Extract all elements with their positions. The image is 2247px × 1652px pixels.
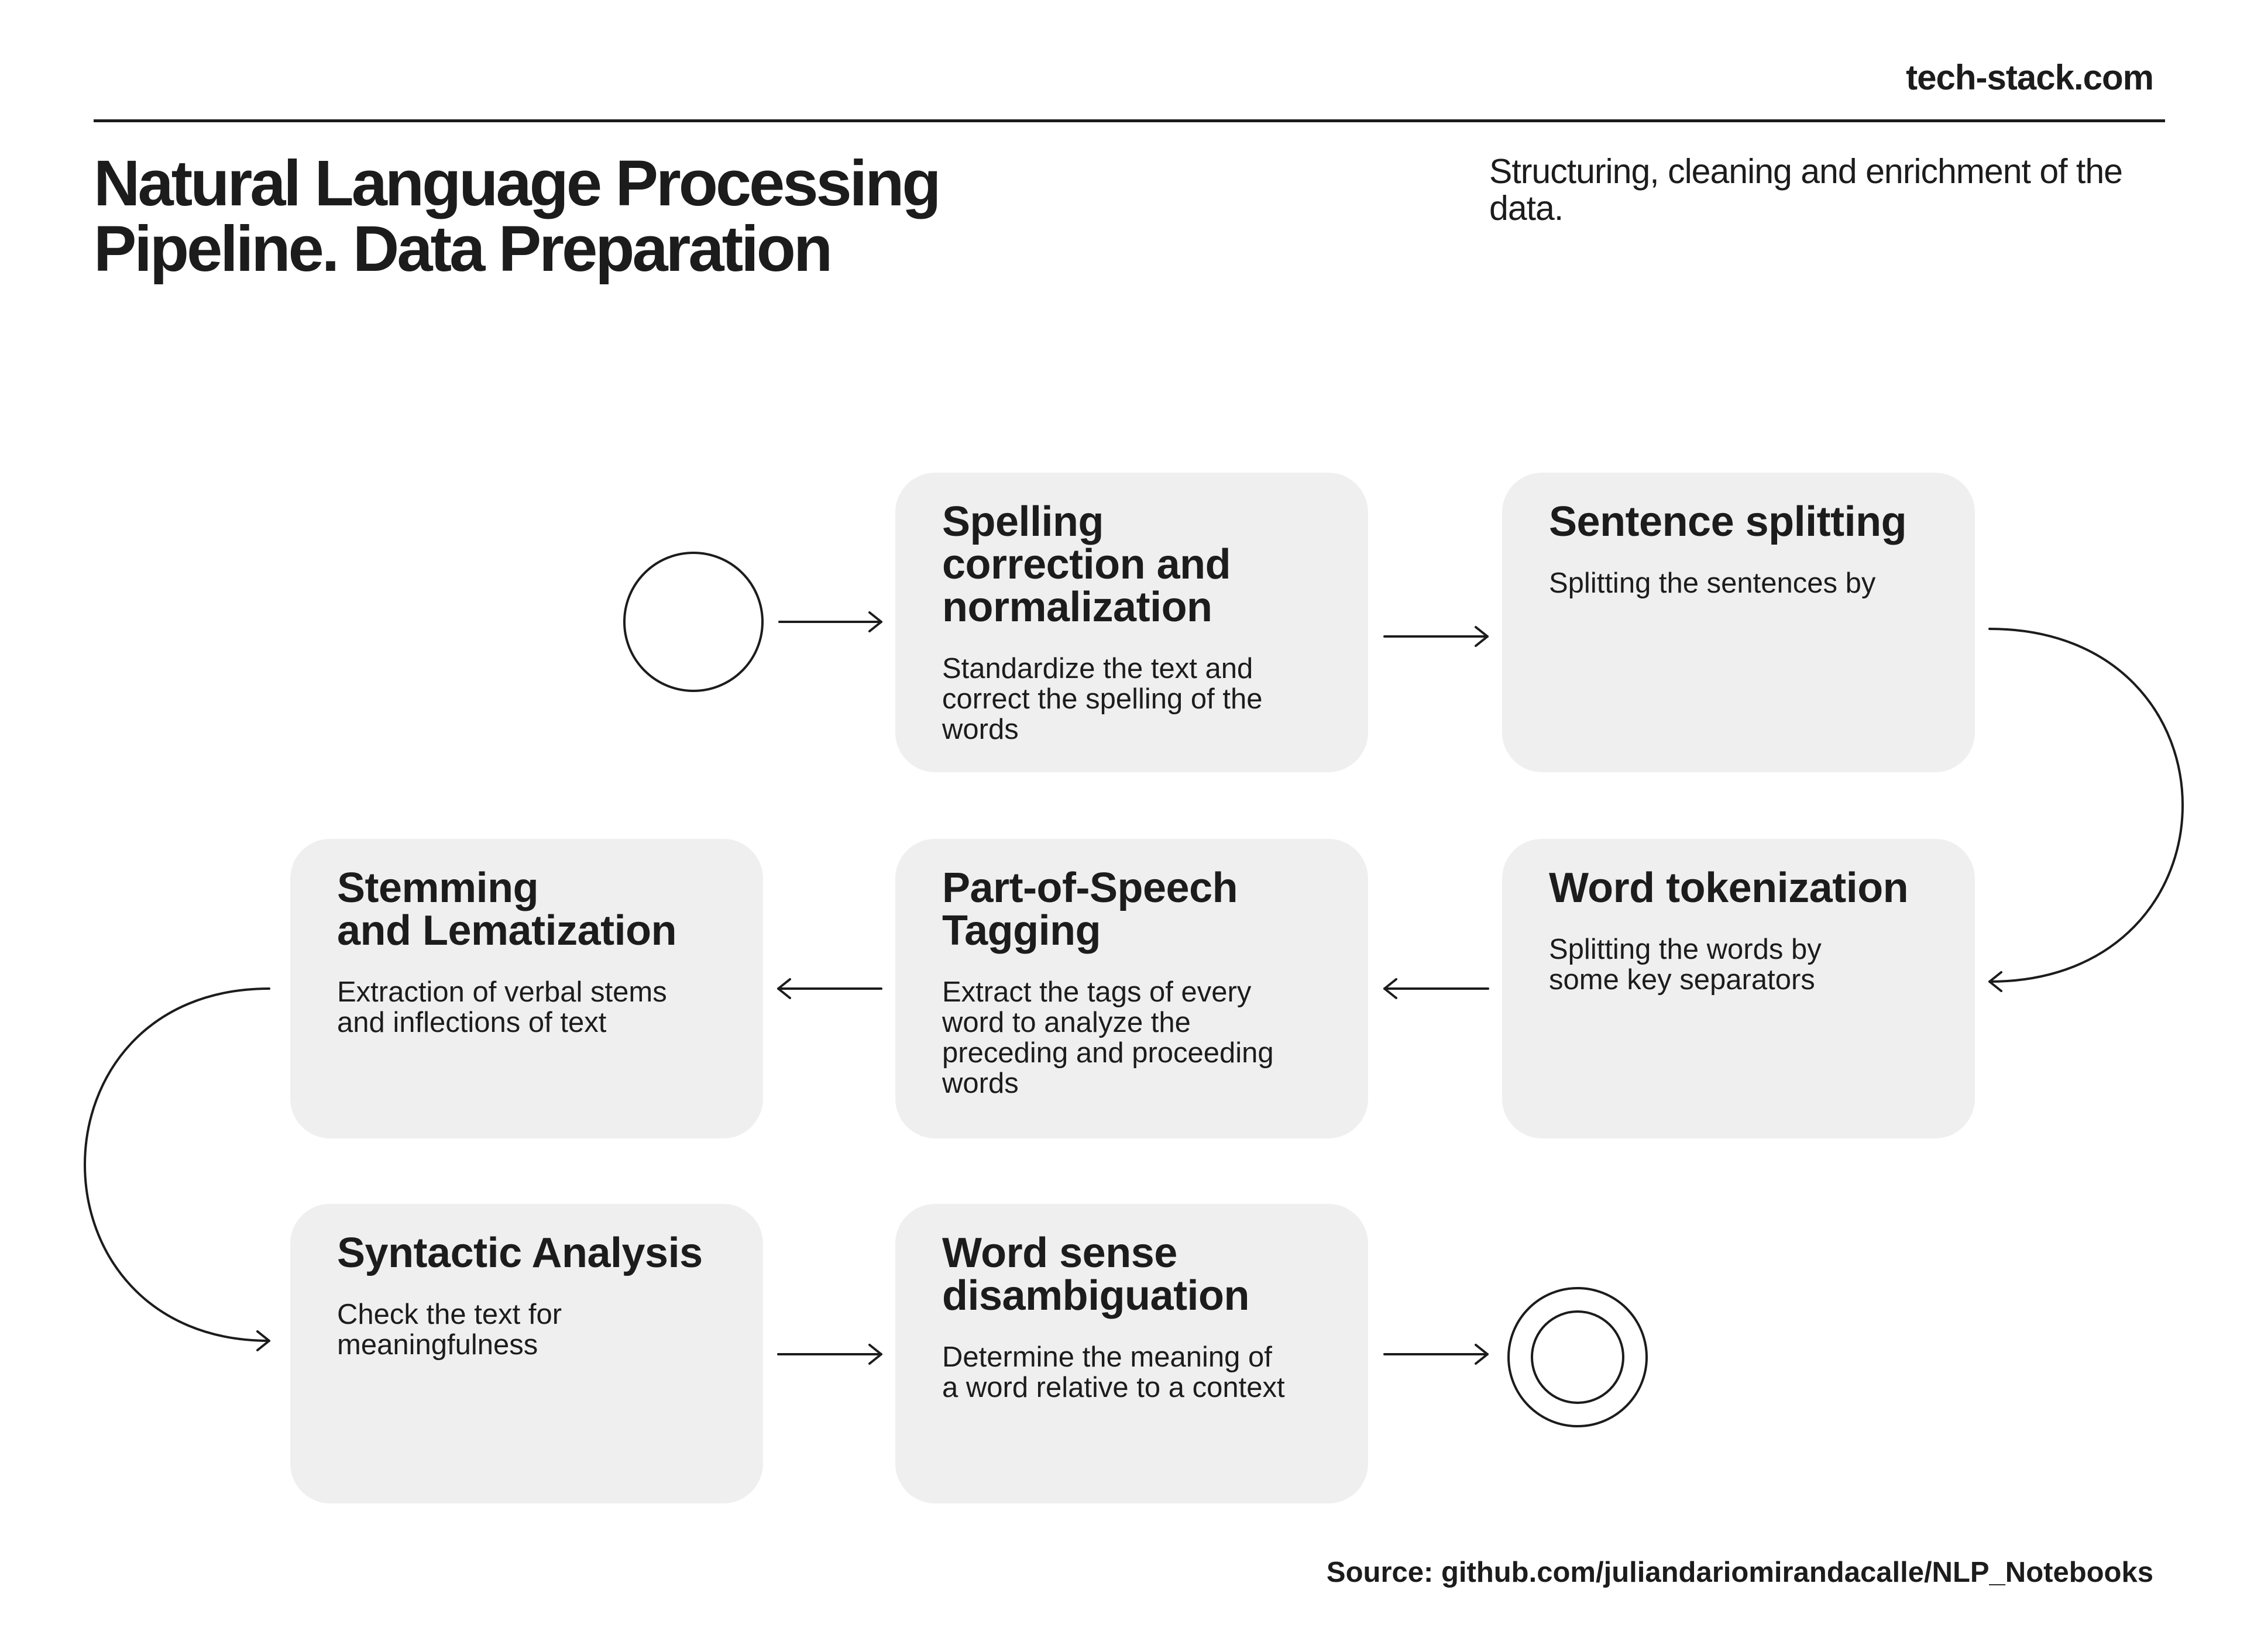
arrow-right-icon bbox=[778, 1345, 881, 1364]
step-desc-line: Splitting the sentences by bbox=[1549, 567, 1876, 599]
arrow-left-icon bbox=[778, 979, 881, 998]
arrow-right-icon bbox=[1384, 1345, 1487, 1364]
step-title-line: Part-of-Speech bbox=[942, 865, 1238, 911]
step-desc-line: word to analyze the bbox=[942, 1007, 1191, 1038]
curved-arrow-down-icon bbox=[1990, 629, 2183, 991]
step-desc-line: words bbox=[942, 1068, 1019, 1099]
step-desc-line: Splitting the words by bbox=[1549, 934, 1822, 965]
step-title-line: normalization bbox=[942, 584, 1212, 631]
step-desc-line: meaningfulness bbox=[337, 1329, 538, 1361]
start-node-icon bbox=[624, 553, 762, 691]
step-desc-line: preceding and proceeding bbox=[942, 1037, 1274, 1069]
step-desc-line: a word relative to a context bbox=[942, 1372, 1285, 1403]
end-node-icon bbox=[1509, 1288, 1647, 1426]
step-title-line: Sentence splitting bbox=[1549, 498, 1907, 545]
step-desc-line: and inflections of text bbox=[337, 1007, 607, 1038]
step-title-line: Syntactic Analysis bbox=[337, 1230, 703, 1276]
arrow-left-icon bbox=[1384, 979, 1488, 998]
step-desc-line: some key separators bbox=[1549, 964, 1815, 996]
step-desc-line: Determine the meaning of bbox=[942, 1341, 1272, 1373]
step-title-line: Word tokenization bbox=[1549, 865, 1909, 911]
arrow-right-icon bbox=[779, 612, 881, 631]
step-title-line: disambiguation bbox=[942, 1272, 1250, 1319]
step-title-line: Stemming bbox=[337, 865, 539, 911]
step-title-line: correction and bbox=[942, 541, 1231, 588]
curved-arrow-down-icon bbox=[85, 989, 269, 1350]
step-desc-line: correct the spelling of the bbox=[942, 683, 1263, 715]
title-line-2: Pipeline. Data Preparation bbox=[94, 213, 831, 285]
step-desc-line: Extraction of verbal stems bbox=[337, 976, 667, 1008]
step-title-line: Word sense bbox=[942, 1230, 1177, 1276]
step-title-line: Spelling bbox=[942, 498, 1104, 545]
source-credit: Source: github.com/juliandariomirandacalle/NLP_Notebooks bbox=[1326, 1557, 2153, 1588]
arrow-right-icon bbox=[1384, 627, 1487, 646]
step-desc-line: Standardize the text and bbox=[942, 653, 1253, 684]
step-desc-line: Check the text for bbox=[337, 1299, 562, 1330]
title-line-1: Natural Language Processing bbox=[94, 147, 939, 219]
step-title-line: and Lematization bbox=[337, 907, 677, 954]
brand-site: tech-stack.com bbox=[1906, 58, 2153, 97]
page-subtitle: Structuring, cleaning and enrichment of the data. bbox=[1489, 152, 2122, 228]
step-desc-line: words bbox=[942, 714, 1019, 745]
step-title-line: Tagging bbox=[942, 907, 1101, 954]
step-desc-line: Extract the tags of every bbox=[942, 976, 1252, 1008]
